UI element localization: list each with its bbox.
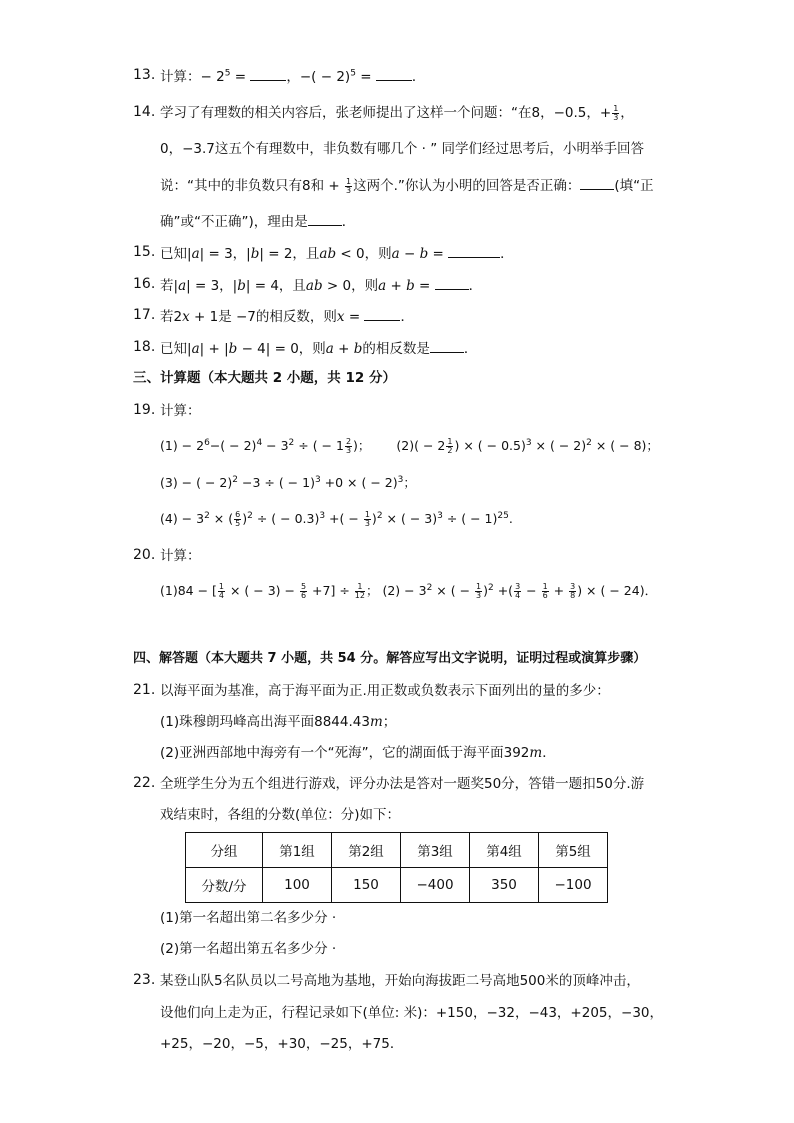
question-number: 21. xyxy=(133,682,156,698)
answer-blank[interactable] xyxy=(430,339,464,353)
numerator: 1 xyxy=(364,510,370,519)
question-23-line-1: 某登山队5名队员以二号高地为基地，开始向海拔距二号高地500米的顶峰冲击， xyxy=(160,973,640,989)
numerator: 1 xyxy=(447,437,453,446)
question-13 xyxy=(160,67,425,86)
expr: −( − 2) xyxy=(209,438,257,453)
table-cell: 分数/分 xyxy=(186,868,263,903)
separator: ， xyxy=(620,105,634,121)
expr: ) xyxy=(242,511,248,526)
text: 已知| xyxy=(160,341,192,357)
expr: (1) − 2 xyxy=(160,438,205,453)
denominator: 3 xyxy=(364,519,370,528)
question-number: 14. xyxy=(133,104,156,120)
answer-blank[interactable] xyxy=(364,307,400,321)
text: (2)亚洲西部地中海旁有一个“死海”，它的湖面低于海平面392 xyxy=(160,745,530,761)
question-number: 22. xyxy=(133,775,156,791)
question-21-part-1 xyxy=(160,713,396,731)
separator: ， xyxy=(286,69,300,85)
exponent: 3 xyxy=(525,437,532,448)
equals: = xyxy=(230,69,251,85)
table-cell: 150 xyxy=(332,868,401,903)
variable: b xyxy=(406,278,415,294)
period: ． xyxy=(468,278,483,294)
question-22-line-2: 戏结束时，各组的分数(单位：分)如下： xyxy=(160,807,401,823)
fraction xyxy=(345,178,352,195)
expr: × ( − 3) xyxy=(382,511,438,526)
table-cell: 100 xyxy=(263,868,332,903)
exponent: 2 xyxy=(288,437,295,448)
question-14-line-4 xyxy=(160,212,355,231)
question-number: 20. xyxy=(133,547,156,563)
numerator: 1 xyxy=(613,103,619,113)
expr: (2)( − 2 xyxy=(396,438,446,453)
expr: ÷ ( − 1) xyxy=(442,511,498,526)
q19-part-3 xyxy=(160,474,416,492)
period: ． xyxy=(400,309,414,325)
period: ． xyxy=(341,214,356,230)
expr: ) xyxy=(483,583,488,598)
question-22-line-1: 全班学生分为五个组进行游戏，评分办法是答对一题奖50分，答错一题扣50分.游 xyxy=(160,776,645,792)
text: | = 3，| xyxy=(199,246,251,262)
text: + xyxy=(333,341,354,357)
q14-text: 这两个.”你认为小明的回答是否正确： xyxy=(353,178,581,194)
text: > 0，则 xyxy=(322,278,379,294)
text: 若2 xyxy=(160,309,183,325)
variable: ab xyxy=(319,246,337,262)
answer-blank[interactable] xyxy=(435,276,469,290)
question-number: 23. xyxy=(133,972,156,988)
fraction xyxy=(475,583,482,600)
expr: ) xyxy=(371,511,377,526)
expr: +( xyxy=(493,583,514,598)
numerator: 6 xyxy=(235,510,241,519)
exponent: 25 xyxy=(497,510,509,521)
question-23-line-3: +25，−20，−5，+30，−25，+75． xyxy=(160,1036,404,1052)
question-14-line-2: 0，−3.7这五个有理数中，非负数有哪几个 · ” 同学们经过思考后，小明举手回答 xyxy=(160,141,645,157)
variable: x xyxy=(336,309,345,325)
denominator: 4 xyxy=(515,591,521,600)
answer-blank[interactable] xyxy=(376,67,412,81)
question-number: 15. xyxy=(133,244,156,260)
expr: × ( xyxy=(209,511,234,526)
equals: = xyxy=(344,309,365,325)
numerator: 1 xyxy=(218,582,225,591)
expr: ； xyxy=(365,583,379,598)
expr: − 3 xyxy=(262,438,289,453)
exponent: 3 xyxy=(437,510,443,521)
expr: × ( − 2) xyxy=(531,438,587,453)
fraction xyxy=(218,583,225,600)
variable: b xyxy=(228,341,238,357)
expr: (4) − 3 xyxy=(160,511,205,526)
q13-text: 计算： xyxy=(160,69,201,85)
expr: )； xyxy=(353,438,371,453)
text: ； xyxy=(382,714,397,730)
text: | = 3，| xyxy=(186,278,238,294)
exponent: 2 xyxy=(247,510,253,521)
question-14-line-3 xyxy=(160,176,654,195)
unit: m xyxy=(529,745,543,761)
q13-expr: − 2 xyxy=(200,69,225,85)
period: ． xyxy=(411,69,426,85)
variable: b xyxy=(419,246,429,262)
q20-parts xyxy=(160,582,657,600)
fraction xyxy=(569,583,576,600)
variable: x xyxy=(182,309,190,325)
text: < 0，则 xyxy=(336,246,392,262)
answer-blank[interactable] xyxy=(308,212,342,226)
denominator: 12 xyxy=(354,591,365,600)
question-16 xyxy=(160,276,482,295)
fraction xyxy=(355,583,365,600)
score-table xyxy=(185,832,608,903)
numerator: 1 xyxy=(476,582,482,591)
denominator: 6 xyxy=(542,591,548,600)
denominator: 3 xyxy=(476,591,482,600)
question-14-line-1 xyxy=(160,104,634,122)
table-cell: 第1组 xyxy=(263,833,332,868)
equals: = xyxy=(414,278,435,294)
q14-text: 学习了有理数的相关内容后，张老师提出了这样一个问题：“在8，−0.5，+ xyxy=(160,105,612,121)
variable: a xyxy=(178,278,187,294)
denominator: 6 xyxy=(300,591,307,600)
q19-part-1-2 xyxy=(160,437,659,455)
text: + 1是 −7的相反数，则 xyxy=(189,309,337,325)
expr: × ( − xyxy=(432,583,475,598)
denominator: 3 xyxy=(613,112,619,122)
numerator: 1 xyxy=(345,176,352,186)
expr: (1)84 − [ xyxy=(160,583,217,598)
numerator: 5 xyxy=(300,582,307,591)
text: ． xyxy=(542,745,556,761)
variable: ab xyxy=(305,278,323,294)
table-cell: 第5组 xyxy=(539,833,608,868)
expr: +7] ÷ xyxy=(308,583,354,598)
exponent: 3 xyxy=(314,474,321,485)
answer-blank[interactable] xyxy=(580,176,614,190)
expr: ÷ ( − 0.3) xyxy=(252,511,320,526)
exponent: 5 xyxy=(350,68,356,79)
q19-part-4 xyxy=(160,510,513,528)
numerator: 2 xyxy=(345,437,352,446)
question-23-line-2: 设他们向上走为正，行程记录如下(单位: 米)：+150，−32，−43，+205，−30， xyxy=(160,1005,663,1021)
text: (1)珠穆朗玛峰高出海平面8844.43 xyxy=(160,714,370,730)
period: ． xyxy=(463,341,478,357)
denominator: 5 xyxy=(235,519,241,528)
expr: . xyxy=(508,511,513,526)
denominator: 2 xyxy=(447,446,453,455)
table-row xyxy=(186,868,608,903)
expr: + xyxy=(549,583,569,598)
equals: = xyxy=(355,69,376,85)
section-heading-4: 四、解答题（本大题共 7 小题，共 54 分。解答应写出文字说明，证明过程或演算步骤） xyxy=(133,651,647,666)
expr: ) × ( − 24)． xyxy=(577,583,658,598)
expr: ) × ( − 0.5) xyxy=(454,438,526,453)
fraction xyxy=(612,105,619,122)
table-row xyxy=(186,833,608,868)
table-cell: −100 xyxy=(539,868,608,903)
denominator: 4 xyxy=(218,591,225,600)
exponent: 6 xyxy=(204,437,210,448)
expr: − xyxy=(522,583,541,598)
table-cell: 分组 xyxy=(186,833,263,868)
q14-text: (填“正 xyxy=(614,178,654,194)
numerator: 3 xyxy=(515,582,521,591)
denominator: 3 xyxy=(345,446,352,455)
fraction xyxy=(542,583,549,600)
variable: a xyxy=(325,341,334,357)
question-17 xyxy=(160,307,414,326)
section-heading-3: 三、计算题（本大题共 2 小题，共 12 分） xyxy=(133,370,396,386)
expr: × ( − 8)； xyxy=(591,438,659,453)
expr: (2) − 3 xyxy=(382,583,427,598)
exponent: 3 xyxy=(319,510,326,521)
table-cell: 350 xyxy=(470,868,539,903)
exponent: 2 xyxy=(376,510,383,521)
question-21-part-2 xyxy=(160,744,556,762)
q14-text: 确”或“不正确”)，理由是 xyxy=(160,214,308,230)
exponent: 2 xyxy=(586,437,592,448)
text: − xyxy=(399,246,420,262)
exponent: 2 xyxy=(426,582,433,593)
variable: b xyxy=(250,246,260,262)
table-cell: 第3组 xyxy=(401,833,470,868)
text: 的相反数是 xyxy=(362,341,430,357)
text: | = 2，且 xyxy=(259,246,320,262)
table-cell: −400 xyxy=(401,868,470,903)
question-21-line-1: 以海平面为基准，高于海平面为正.用正数或负数表示下面列出的量的多少： xyxy=(160,683,610,699)
question-number: 19. xyxy=(133,402,156,418)
exponent: 2 xyxy=(232,474,238,485)
expr: (3) − ( − 2) xyxy=(160,475,233,490)
exponent: 2 xyxy=(204,510,210,521)
expr: +0 × ( − 2) xyxy=(320,475,398,490)
numerator: 3 xyxy=(570,582,576,591)
text: 已知| xyxy=(160,246,192,262)
question-19-title: 计算： xyxy=(160,403,201,419)
question-20-title: 计算： xyxy=(160,548,201,564)
text: + xyxy=(386,278,407,294)
expr: +( − xyxy=(325,511,363,526)
expr: −3 ÷ ( − 1) xyxy=(238,475,315,490)
denominator: 3 xyxy=(345,185,352,195)
question-15 xyxy=(160,244,514,263)
fraction xyxy=(446,438,453,455)
answer-blank[interactable] xyxy=(250,67,286,81)
q14-text: 说：“其中的非负数只有8和 + xyxy=(160,178,344,194)
exponent: 3 xyxy=(397,474,404,485)
question-18 xyxy=(160,339,477,358)
variable: b xyxy=(353,341,363,357)
answer-blank[interactable] xyxy=(448,244,500,258)
fraction xyxy=(234,511,241,528)
text: 若| xyxy=(160,278,179,294)
fraction xyxy=(364,511,371,528)
period: ． xyxy=(500,246,514,262)
expr: × ( − 3) − xyxy=(226,583,299,598)
fraction xyxy=(300,583,307,600)
expr: ÷ ( − 1 xyxy=(294,438,344,453)
exponent: 2 xyxy=(488,582,494,593)
fraction xyxy=(345,438,352,455)
numerator: 1 xyxy=(542,582,548,591)
question-22-sub-2: (2)第一名超出第五名多少分 · xyxy=(160,941,337,957)
variable: a xyxy=(391,246,400,262)
variable: a xyxy=(378,278,387,294)
q13-expr: −( − 2) xyxy=(299,69,351,85)
variable: a xyxy=(191,246,200,262)
table-cell: 第2组 xyxy=(332,833,401,868)
expr: ； xyxy=(403,475,416,490)
table-cell: 第4组 xyxy=(470,833,539,868)
unit: m xyxy=(369,714,383,730)
question-22-sub-1: (1)第一名超出第二名多少分 · xyxy=(160,910,337,926)
question-number: 18. xyxy=(133,339,156,355)
question-number: 13. xyxy=(133,67,156,83)
denominator: 8 xyxy=(570,591,576,600)
text: − 4| = 0，则 xyxy=(237,341,326,357)
numerator: 1 xyxy=(355,583,365,592)
fraction xyxy=(514,583,521,600)
variable: b xyxy=(237,278,246,294)
question-number: 17. xyxy=(133,307,156,323)
text: | = 4，且 xyxy=(245,278,306,294)
variable: a xyxy=(191,341,200,357)
exponent: 4 xyxy=(256,437,263,448)
exponent: 5 xyxy=(224,68,231,79)
text: | + | xyxy=(199,341,229,357)
question-number: 16. xyxy=(133,276,156,292)
equals: = xyxy=(428,246,449,262)
